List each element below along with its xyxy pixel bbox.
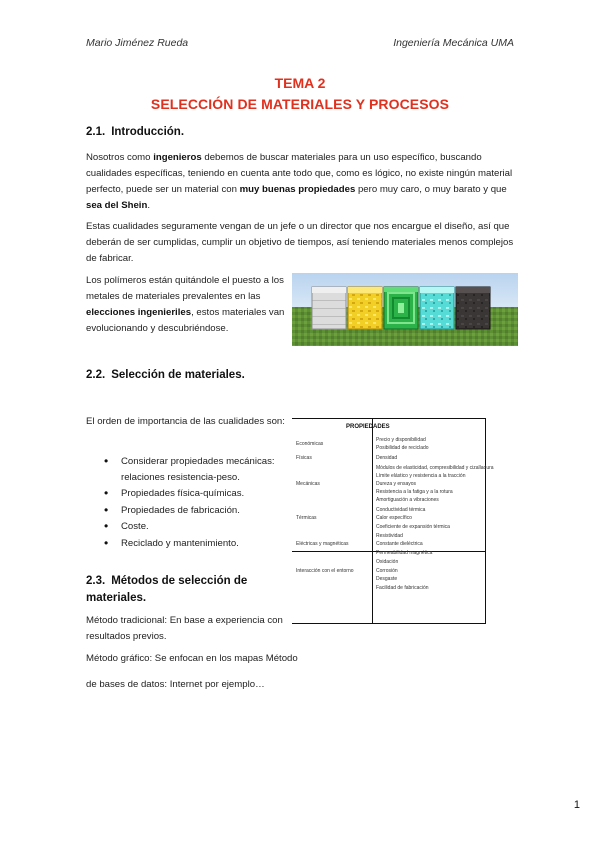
table-cell-property: Desgaste <box>376 575 398 582</box>
table-top-border <box>292 418 486 419</box>
list-item: • Considerar propiedades mecánicas: relaciones resistencia-peso. <box>104 454 284 485</box>
document-title: TEMA 2 <box>274 75 326 91</box>
table-cell-group: Físicas <box>296 454 312 461</box>
table-cell-property: Amortiguación a vibraciones <box>376 497 439 504</box>
table-cell-group: Económicas <box>296 441 324 448</box>
table-cell-property: Oxidación <box>376 559 399 566</box>
intro-paragraph-2: Estas cualidades seguramente vengan de un jefe o un director que nos encargue el diseño, así que deberán de ser cumplidas, cumplir un objetivo de tiempos, así teniendo materiales menos complejos de fabricar. <box>86 221 514 264</box>
section-title: Introducción. <box>111 126 185 138</box>
table-cell-property: Posibilidad de reciclado <box>376 445 429 452</box>
table-cell-property: Densidad <box>376 454 398 461</box>
header-course: Ingeniería Mecánica UMA <box>393 37 514 49</box>
intro-paragraph-3 <box>86 273 286 337</box>
table-cell-property: Calor específico <box>376 515 412 522</box>
intro-paragraph-1 <box>86 150 518 214</box>
list-item: • Reciclado y mantenimiento. <box>104 536 284 552</box>
table-bottom-border <box>292 623 486 624</box>
gold-block <box>348 287 382 329</box>
material-blocks-photo <box>292 273 518 346</box>
netherite-block <box>456 287 490 329</box>
table-cell-property: Constante dieléctrica <box>376 541 423 548</box>
table-cell-property: Corrosión <box>376 567 398 574</box>
table-cell-property: Permeabilidad magnética <box>376 549 433 556</box>
emerald-block <box>384 287 418 329</box>
list-item: • Propiedades de fabricación. <box>104 503 284 519</box>
table-cell-property: Precio y disponibilidad <box>376 437 426 443</box>
method-databases: de bases de datos: Internet por ejemplo… <box>86 679 265 690</box>
section-number: 2.1. <box>86 126 106 138</box>
emphasis-text: muy buenas propiedades <box>239 184 356 195</box>
table-cell-group: Eléctricas y magnéticas <box>296 541 349 548</box>
table-cell-group: Interacción con el entorno <box>296 567 354 574</box>
document-subtitle: SELECCIÓN DE MATERIALES Y PROCESOS <box>150 96 450 112</box>
section-heading-introduccion <box>86 126 184 138</box>
section-title: Métodos de selección de materiales. <box>86 575 248 604</box>
table-cell-property: Conductividad térmica <box>376 507 426 514</box>
table-cell-property: Módulos de elasticidad, compresibilidad y cizalladura <box>376 464 494 471</box>
iron-block <box>312 287 346 329</box>
emphasis-text: elecciones ingenieriles <box>86 307 192 318</box>
header-author: Mario Jiménez Rueda <box>86 37 189 49</box>
method-traditional: Método tradicional: En base a experiencia con resultados previos. <box>86 615 283 642</box>
section-number: 2.2. <box>86 369 106 381</box>
table-header: PROPIEDADES <box>346 424 390 430</box>
text-run: Nosotros como <box>86 152 154 163</box>
diamond-block <box>420 287 454 329</box>
list-item: • Coste. <box>104 519 284 535</box>
table-cell-group: Térmicas <box>296 515 317 522</box>
section-heading-seleccion <box>86 369 245 381</box>
criteria-intro: El orden de importancia de las cualidades son: <box>86 416 285 427</box>
text-run: debemos de buscar materiales para un uso específico, buscando cualidades específicas, teniendo en cuenta ante todo que, como es lógico, no existe ningún material perfecto, puede ser un material con <box>86 152 513 195</box>
table-cell-property: Límite elástico y resistencia a la tracción <box>376 472 466 479</box>
emphasis-text: ingenieros <box>153 152 202 163</box>
text-run: pero muy caro, o muy barato y que <box>355 184 507 195</box>
table-cell-property: Facilidad de fabricación <box>376 585 429 592</box>
section-title: Selección de materiales. <box>111 369 245 381</box>
table-cell-property: Resistencia a la fatiga y a la rotura <box>376 489 453 496</box>
table-cell-property: Resistividad <box>376 533 403 540</box>
emphasis-text: sea del Shein <box>86 200 148 211</box>
table-divider <box>372 418 373 624</box>
table-cell-property: Dureza y ensayos <box>376 481 417 487</box>
text-run: Los polímeros están quitándole el puesto a los metales de materiales prevalentes en las <box>86 275 284 302</box>
material-blocks-illustration <box>292 273 518 346</box>
section-number: 2.3. <box>86 575 106 587</box>
section-heading-metodos <box>86 573 296 607</box>
table-right-border <box>485 418 486 624</box>
text-run: . <box>147 200 150 211</box>
criteria-list <box>104 454 284 552</box>
page-number: 1 <box>573 799 580 811</box>
text-run: , estos materiales van evolucionando y descubriéndose. <box>86 307 285 334</box>
list-item: • Propiedades física-químicas. <box>104 486 284 502</box>
table-cell-group: Mecánicas <box>296 481 320 487</box>
properties-table <box>292 418 494 624</box>
method-graphic: Método gráfico: Se enfocan en los mapas Método <box>86 653 298 664</box>
table-cell-property: Coeficiente de expansión térmica <box>376 523 450 530</box>
